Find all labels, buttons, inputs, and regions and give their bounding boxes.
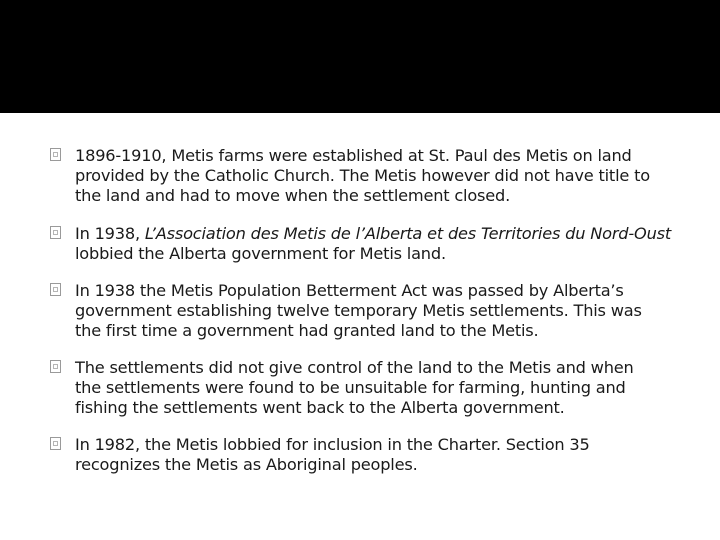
bullet-3-line-3: the first time a government had granted land to the Metis. xyxy=(75,321,539,340)
bullet-1-line-3: the land and had to move when the settlement closed. xyxy=(75,186,511,205)
bullet-4-line-1: The settlements did not give control of the land to the Metis and when xyxy=(75,358,634,377)
bullet-3-line-1: In 1938 the Metis Population Betterment Act was passed by Alberta’s xyxy=(75,281,624,300)
bullet-4-line-2: the settlements were found to be unsuitable for farming, hunting and xyxy=(75,378,626,397)
association-name: L’Association des Metis de l’Alberta et des Territories du Nord-Oust xyxy=(144,224,672,243)
bullet-4-line-3: fishing the settlements went back to the Alberta government. xyxy=(75,398,565,417)
bullet-box-icon xyxy=(50,283,61,296)
bullet-5-line-2: recognizes the Metis as Aboriginal peoples. xyxy=(75,455,418,474)
bullet-2-line-2: lobbied the Alberta government for Metis land. xyxy=(75,244,446,263)
bullet-3-line-2: government establishing twelve temporary Metis settlements. This was xyxy=(75,301,642,320)
bullet-box-icon xyxy=(50,437,61,450)
bullet-text-3 xyxy=(75,281,695,341)
bullet-box-icon xyxy=(50,226,61,239)
bullet-text-4 xyxy=(75,358,695,418)
bullet-box-icon xyxy=(50,360,61,373)
bullet-1-line-1: 1896-1910, Metis farms were established at St. Paul des Metis on land xyxy=(75,146,632,165)
bullet-2-prefix: In 1938, xyxy=(75,224,145,243)
bullet-5-line-1: In 1982, the Metis lobbied for inclusion in the Charter. Section 35 xyxy=(75,435,590,454)
bullet-text-2 xyxy=(75,224,695,264)
bullet-box-icon xyxy=(50,148,61,161)
bullet-1-line-2: provided by the Catholic Church. The Metis however did not have title to xyxy=(75,166,650,185)
bullet-2-line-1 xyxy=(75,224,695,244)
bullet-text-5 xyxy=(75,435,695,475)
bullet-text-1 xyxy=(75,146,695,206)
